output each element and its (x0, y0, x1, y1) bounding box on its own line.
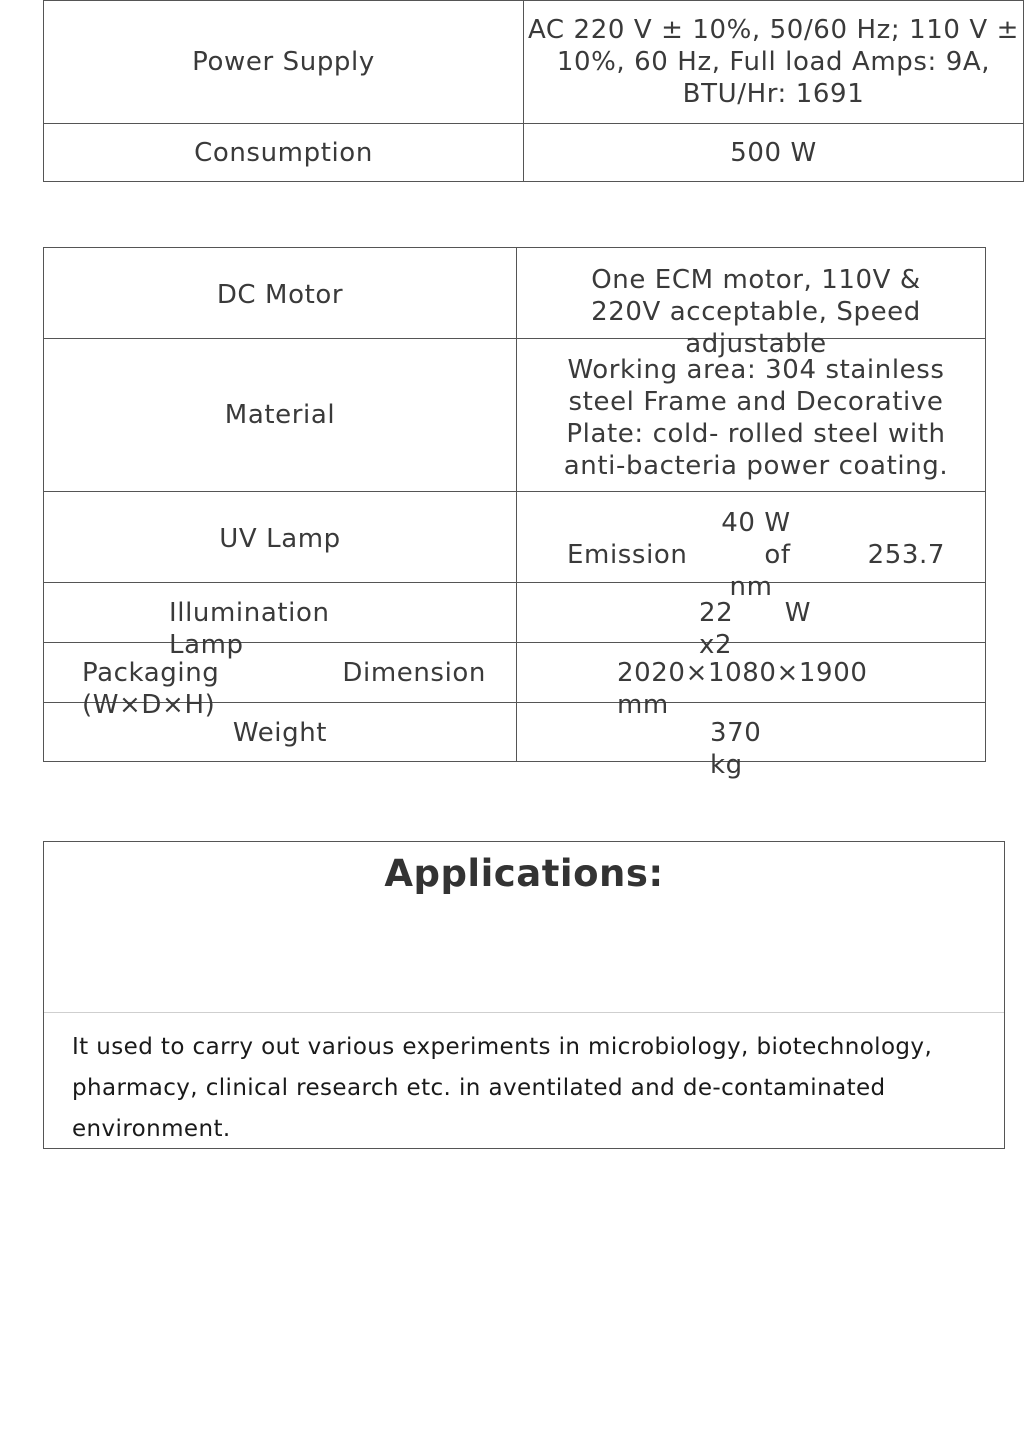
spec-label: Power Supply (44, 1, 524, 124)
applications-text: It used to carry out various experiments in microbiology, biotechnology, pharmacy, clinical research etc. in aventilated and de-contaminated environment. (72, 1034, 933, 1142)
table-row (44, 643, 986, 703)
spec-label: Packaging Dimension (82, 658, 486, 688)
table-row (44, 492, 986, 583)
spec-value: AC 220 V ± 10%, 50/60 Hz; 110 V ± 10%, 60 Hz, Full load Amps: 9A, BTU/Hr: 1691 (524, 1, 1024, 124)
applications-header (44, 842, 1004, 1013)
spec-value: Emission of 253.7 (567, 540, 945, 570)
hardware-spec-table (43, 247, 986, 780)
table-row (44, 339, 986, 492)
spec-value: 2020×1080×1900 (617, 658, 868, 688)
spec-label: Material (224, 400, 336, 430)
spec-label: Illumination (169, 598, 330, 628)
table-row (44, 1, 1024, 124)
spec-label: Lamp (169, 630, 244, 660)
table-row (44, 583, 986, 643)
spec-value: Working area: 304 stainless steel Frame and Decorative Plate: cold- rolled steel with anti-bacteria power coating. (563, 355, 949, 481)
spec-value: 22 W (699, 598, 811, 628)
table-row (44, 124, 1024, 182)
spec-value: 40 W (721, 508, 791, 538)
spec-label: UV Lamp (219, 524, 341, 554)
table-row (44, 703, 986, 762)
spec-value: x2 (699, 630, 733, 660)
spec-value: 500 W (524, 124, 1024, 182)
applications-box (43, 841, 1005, 1149)
spec-value: mm (617, 690, 669, 720)
table-row (44, 248, 986, 339)
spec-label: DC Motor (216, 280, 344, 310)
spec-label: Consumption (44, 124, 524, 182)
spec-label: (W×D×H) (82, 690, 216, 720)
spec-label: Weight (232, 718, 328, 748)
spec-value: kg (710, 750, 743, 780)
spec-value: One ECM motor, 110V & 220V acceptable, Speed adjustable (591, 265, 921, 359)
applications-title: Applications: (384, 852, 664, 895)
power-spec-table (43, 0, 1024, 182)
spec-value: nm (729, 572, 773, 602)
spec-value: 370 (710, 718, 762, 748)
